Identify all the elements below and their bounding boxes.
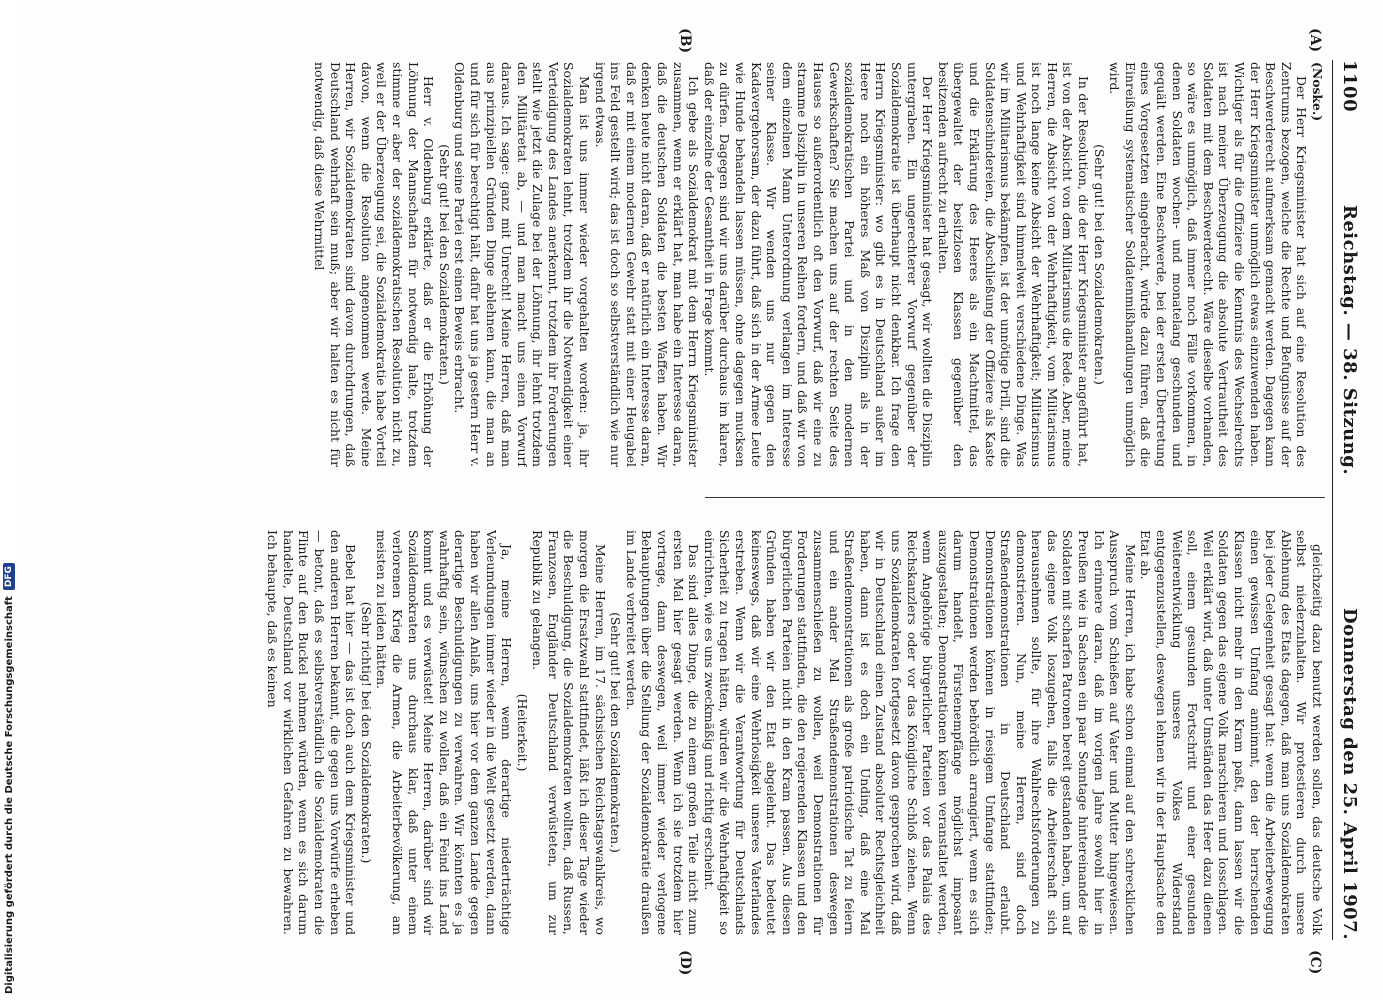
right-paragraph: Das sind alles Dinge, die zu einem großen Teile nicht zum ersten Mal hier gesagt werden. Wenn ich sie trotzdem hier vortrage, dann deswegen, weil immer wieder verlogene Behauptungen über die Stellung der Sozialdemokratie draußen im Lande verbreitet werden.	[623, 530, 702, 935]
margin-mark-a: (A)	[1307, 28, 1323, 53]
dfg-logo-icon: DFG	[3, 563, 15, 590]
digitization-credit	[0, 0, 18, 1000]
header-rule	[1332, 60, 1333, 940]
session-date: Donnerstag den 25. April 1907.	[1339, 607, 1361, 940]
column-divider	[705, 497, 1325, 498]
left-paragraph: Der Herr Kriegsminister hat gesagt, wir wollten die Disziplin untergraben. Ein ungerechterer Vorwurf gegenüber der Sozialdemokratie ist überhaupt nicht denkbar. Ich frage den Herrn Kriegsminister: wo gibt es in Deutschland außer im Heere noch ein höheres Maß von Disziplin als in der sozialdemokratischen Partei und in den modernen Gewerkschaften? Sie machen uns auf der rechten Seite des Hauses so außerordentlich oft den Vorwurf, daß wir eine zu stramme Disziplin in unseren Reihen fordern, und daß wir von dem einzelnen Mann Unterordnung verlangen im Interesse seiner Klasse. Wir wenden uns nur gegen den Kadavergehorsam, der dazu führt, daß sich in der Armee Leute wie Hunde behandeln lassen müssen, ohne dagegen mucksen zu dürfen. Dagegen sind wir uns darüber durchaus im klaren, daß der einzelne der Gesamtheit in Frage kommt.	[701, 62, 936, 467]
right-column	[75, 530, 1325, 935]
left-interjection: (Sehr gut! bei den Sozialdemokraten.)	[436, 144, 452, 385]
right-paragraph: gleichzeitig dazu benutzt werden sollen, das deutsche Volk selbst niederzuhalten. Wir protestieren durch unsere Ablehnung des Etats dagegen, daß man uns Sozialdemokraten bei jeder Gelegenheit gesagt hat: wenn die Arbeiterbewegung einen gewissen Umfang annimmt, den der herrschenden Klassen nicht mehr in den Kram paßt, dann lassen wir die Soldaten gegen das eigene Volk marschieren und losschlagen. Weil erklärt wird, daß unter Umständen das Heer dazu dienen soll, einem gesunden Fortschritt und einer gesunden Weiterentwicklung unseres Volkes Widerstand entgegenzustellen, deswegen lehnen wir in der Hauptsache den Etat ab.	[1138, 530, 1325, 935]
margin-mark-d: (D)	[677, 950, 693, 976]
margin-mark-b: (B)	[677, 28, 693, 54]
right-paragraph: Meine Herren, ich habe schon einmal auf den schrecklichen Ausspruch vom Schießen auf Vater und Mutter hingewiesen. Ich erinnere daran, daß im vorigen Jahre sowohl hier in Preußen wie in Sachsen ein paar Sonntage hintereinander die Soldaten mit scharfen Patronen bereit gestanden haben, um auf das eigene Volk loszugehen, falls die Arbeiterschaft sich herausnehmen sollte, für ihre Wahlrechtsforderungen zu demonstrieren. Nun, meine Herren, sind doch Straßendemonstrationen in Deutschland erlaubt. Demonstrationen können in riesigem Umfange stattfinden; Demonstrationen werden behördlich arrangiert, wenn es sich darum handelt, Fürstenempfänge möglichst imposant auszugestalten; Demonstrationen können veranstaltet werden, wenn Angehörige bürgerlicher Parteien vor das Palais des Reichskanzlers oder vor das Königliche Schloß ziehen. Wenn uns Sozialdemokraten fortgesetzt davon gesprochen wird, daß wir in Deutschland einen Zustand absoluter Rechtsgleichheit haben, dann ist es doch ein Unding, daß eine Mal Straßendemonstrationen als große patriotische Tat zu feiern und ein ander Mal Straßendemonstrationen deswegen zusammenschießen zu wollen, weil Demonstrationen für Forderungen stattfinden, die den regierenden Klassen und den bürgerlichen Parteien nicht in den Kram passen. Aus diesen Gründen haben wir den Etat abgelehnt. Das bedeutet keineswegs, daß wir eine Wehrlosigkeit unseres Vaterlandes erstreben. Wenn wir die Verantwortung für Deutschlands Sicherheit zu tragen hätten, würden wir die Wehrhaftigkeit so einrichten, wie es uns zweckmäßig und richtig erscheint.	[701, 530, 1138, 935]
credit-text: Digitalisierung gefördert durch die Deutsche Forschungsgemeinschaft	[3, 596, 15, 994]
left-paragraph: In der Resolution, die der Herr Kriegsminister angeführt hat, ist von der Absicht von dem Militarismus die Rede. Aber, meine Herren, die Absicht von der Wehrhaftigkeit, vom Militarismus ist noch lange keine Absicht der Wehrhaftigkeit; Militarismus und Wehrhaftigkeit sind himmelweit verschiedene Dinge. Was wir im Militarismus bekämpfen, ist der unnötige Drill, sind die Soldatenschindereien, die Abschließung der Offiziere als Kaste und die Erklärung des Heeres als ein Machtmittel, das übergewaltet der besitzlosen Klassen gegenüber den besitzenden aufrecht zu erhalten.	[935, 62, 1092, 467]
right-interjection: (Heiterkeit.)	[514, 693, 530, 772]
right-interjection: (Sehr gut! bei den Sozialdemokraten.)	[608, 612, 624, 853]
margin-mark-c: (C)	[1307, 950, 1323, 975]
left-paragraph: Der Herr Kriegsminister hat sich auf eine Resolution des Zentrums bezogen, welche die Rechte und Befugnisse auf der Beschwerderecht aufmerksam gemacht werden. Dagegen kann der Herr Kriegsminister unmöglich etwas einzuwenden haben. Wichtiger als für die Offiziere die Kenntnis des Wechselrechts ist nach meiner Überzeugung die absolute Vertrautheit des Soldaten mit dem Beschwerderecht. Wäre dieselbe vorhanden, so wäre es unmöglich, daß immer noch Fälle vorkommen, in denen Soldaten wochen- und monatelang geschunden und gequält werden. Eine Beschwerde, bei der ersten Übertretung eines Vorgesetzten eingebracht, würde dazu führen, daß die Einreißung systematischer Soldatenmißhandlungen unmöglich wird.	[1107, 62, 1310, 467]
left-paragraph: Herr v. Oldenburg erklärte, daß er die Erhöhung der Löhnung der Mannschaften für notwendig halte, trotzdem stimme er aber der sozialdemokratischen Resolution nicht zu, weil er der Überzeugung sei, die Sozialdemokratie habe Vorteil davon, wenn die Resolution angenommen werde. Meine Herren, wir Sozialdemokraten sind davon durchdrungen, daß Deutschland wehrhaft sein muß; aber wir halten es nicht für notwendig, daß diese Wehrmittel	[312, 62, 437, 467]
left-interjection: (Sehr gut! bei den Sozialdemokraten.)	[1091, 144, 1107, 385]
left-paragraph: Man ist uns immer wieder vorgehalten worden: ja, ihr Sozialdemokraten lehnt, trotzdem ihr die Notwendigkeit einer Verteidigung des Landes anerkennt, trotzdem ihr Forderungen stellt wie jetzt die Zulage bei der Löhnung, ihr lehnt trotzdem den Militäretat ab, — und man macht uns einen Vorwurf daraus. Ich sage: ganz mit Unrecht! Meine Herren, daß man aus prinzipiellen Gründen Dinge ablehnen kann, die man an und für sich für berechtigt hält, dafür hat uns ja gestern Herr v. Oldenburg und seine Partei erst einen Beweis erbracht.	[452, 62, 593, 467]
page-title: Reichstag. — 38. Sitzung.	[1339, 204, 1361, 476]
page-number: 1100	[1339, 60, 1361, 113]
speaker-name: (Noske.)	[1310, 62, 1325, 122]
left-column	[75, 62, 1325, 467]
right-paragraph: Ja, meine Herren, wenn derartige niederträchtige Verleumdungen immer wieder in die Welt gesetzt werden, dann haben wir allen Anlaß, uns hier vor dem ganzen Lande gegen derartige Beschuldigungen zu verwahren. Wir könnten es ja wahrhaftig sein, wünschen zu wollen, daß ein Feind ins Land kommt und es verwüstet! Meine Herren, darüber sind wir Sozialdemokraten uns durchaus klar, daß unter einem verlorenen Krieg die Armen, die Arbeiterbevölkerung, am meisten zu leiden hätten.	[374, 530, 515, 935]
right-paragraph: Bebel hat hier — das ist doch auch dem Kriegsminister und den anderen Herren bekannt, die gegen uns Vorwürfe erheben — betont, daß es selbstverständlich die Sozialdemokraten die Flinte auf den Buckel nehmen würden, wenn es sich darum handelte, Deutschland vor wirklichen Gefahren zu bewahren. Ich behaupte, daß es keinen	[265, 530, 359, 935]
page-header	[1335, 60, 1365, 940]
left-paragraph: Ich gebe als Sozialdemokrat mit dem Herrn Kriegsminister zusammen, wenn er erklärt hat, man habe ein Interesse daran, daß die deutschen Soldaten die besten Waffen haben. Wir denken heute nicht daran, daß er natürlich ein Interesse daran, daß er mit einem modernen Gewehr statt mit einer Heugabel ins Feld gestellt wird; das ist doch so selbstverständlich wie nur irgend etwas.	[592, 62, 702, 467]
right-paragraph: Meine Herren, im 17. sächsischen Reichstagswahlkreis, wo morgen die Ersatzwahl stattfindet, läßt ich dieser Tage wieder die Beschuldigung, die Sozialdemokraten wollten, daß Russen, Franzosen, Engländer Deutschland verwüsteten, um zur Republik zu gelangen.	[530, 530, 608, 935]
right-interjection: (Sehr richtig! bei den Sozialdemokraten.)	[358, 601, 374, 864]
